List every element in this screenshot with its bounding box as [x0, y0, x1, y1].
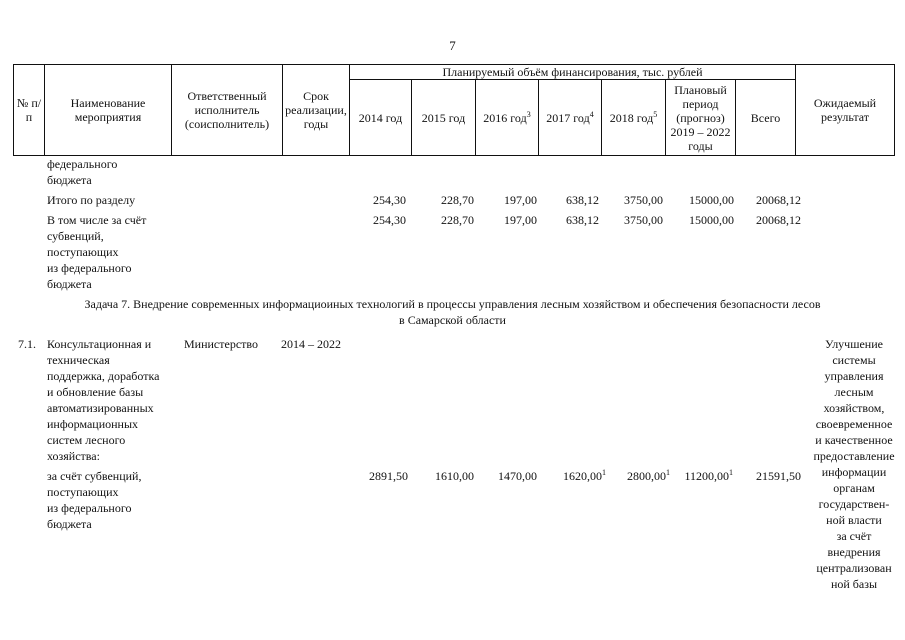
task-heading: Задача 7. Внедрение современных информациоиных технологий в процессы управления лесным хозяйством и обеспечения безопасности лесов в Самарской области	[84, 297, 821, 327]
row-total-plan: 15000,00	[689, 193, 734, 207]
table-header	[13, 64, 895, 156]
header-2014: 2014 год	[350, 80, 412, 156]
header-2018: 2018 год$^5$	[602, 80, 666, 156]
row-subsidy-2018: 3750,00	[624, 213, 663, 227]
item-2018: 2800,00$^1$	[627, 468, 670, 483]
header-2017: 2017 год$^4$	[539, 80, 602, 156]
header-2016: 2016 год$^3$	[476, 80, 539, 156]
item-2017: 1620,00$^1$	[563, 468, 606, 483]
row-total-2016: 197,00	[504, 193, 537, 207]
header-plan-period: Плановый период (прогноз) 2019 – 2022 годы	[666, 80, 736, 156]
item-number: 7.1.	[18, 337, 36, 351]
item-executor: Министерство	[184, 337, 258, 351]
header-2015: 2015 год	[412, 80, 476, 156]
item-total: 21591,50	[756, 469, 801, 483]
row-subsidy-2017: 638,12	[566, 213, 599, 227]
row-total-sum: 20068,12	[756, 193, 801, 207]
row-total-2018: 3750,00	[624, 193, 663, 207]
row-total-2015: 228,70	[441, 193, 474, 207]
item-subsidy-label: за счёт субвенций, поступающих из федерального бюджета	[47, 469, 142, 531]
header-executor: Ответственный исполнитель (соисполнитель)	[172, 65, 283, 156]
row-total-label: Итого по разделу	[47, 193, 136, 207]
item-plan: 11200,00$^1$	[684, 468, 733, 483]
header-financing: Планируемый объём финансирования, тыс. рублей	[350, 65, 796, 80]
header-num: № п/п	[14, 65, 45, 156]
continuation-text: федерального бюджета	[47, 157, 118, 187]
row-total-2014: 254,30	[373, 193, 406, 207]
row-subsidy-2015: 228,70	[441, 213, 474, 227]
row-subsidy-2014: 254,30	[373, 213, 406, 227]
header-total: Всего	[736, 80, 796, 156]
item-2016: 1470,00	[498, 469, 537, 483]
row-total-2017: 638,12	[566, 193, 599, 207]
header-term: Срок реализации, годы	[283, 65, 350, 156]
item-term: 2014 – 2022	[281, 337, 341, 351]
item-result: Улучшение системы управления лесным хозяйством, своевременное и качественное предоставление информации органам государствен- ной власти за счёт внедрения централизован ной базы	[813, 337, 895, 591]
row-subsidy-2016: 197,00	[504, 213, 537, 227]
row-subsidy-plan: 15000,00	[689, 213, 734, 227]
header-result: Ожидаемый результат	[796, 65, 895, 156]
item-2014: 2891,50	[369, 469, 408, 483]
item-name: Консультационная и техническая поддержка, доработка и обновление базы автоматизированных информационных систем лесного хозяйства:	[47, 337, 160, 463]
row-subsidy-sum: 20068,12	[756, 213, 801, 227]
page-number: 7	[449, 38, 456, 53]
header-name: Наименование мероприятия	[45, 65, 172, 156]
row-subsidy-label: В том числе за счёт субвенций, поступающих из федерального бюджета	[47, 213, 147, 291]
item-2015: 1610,00	[435, 469, 474, 483]
